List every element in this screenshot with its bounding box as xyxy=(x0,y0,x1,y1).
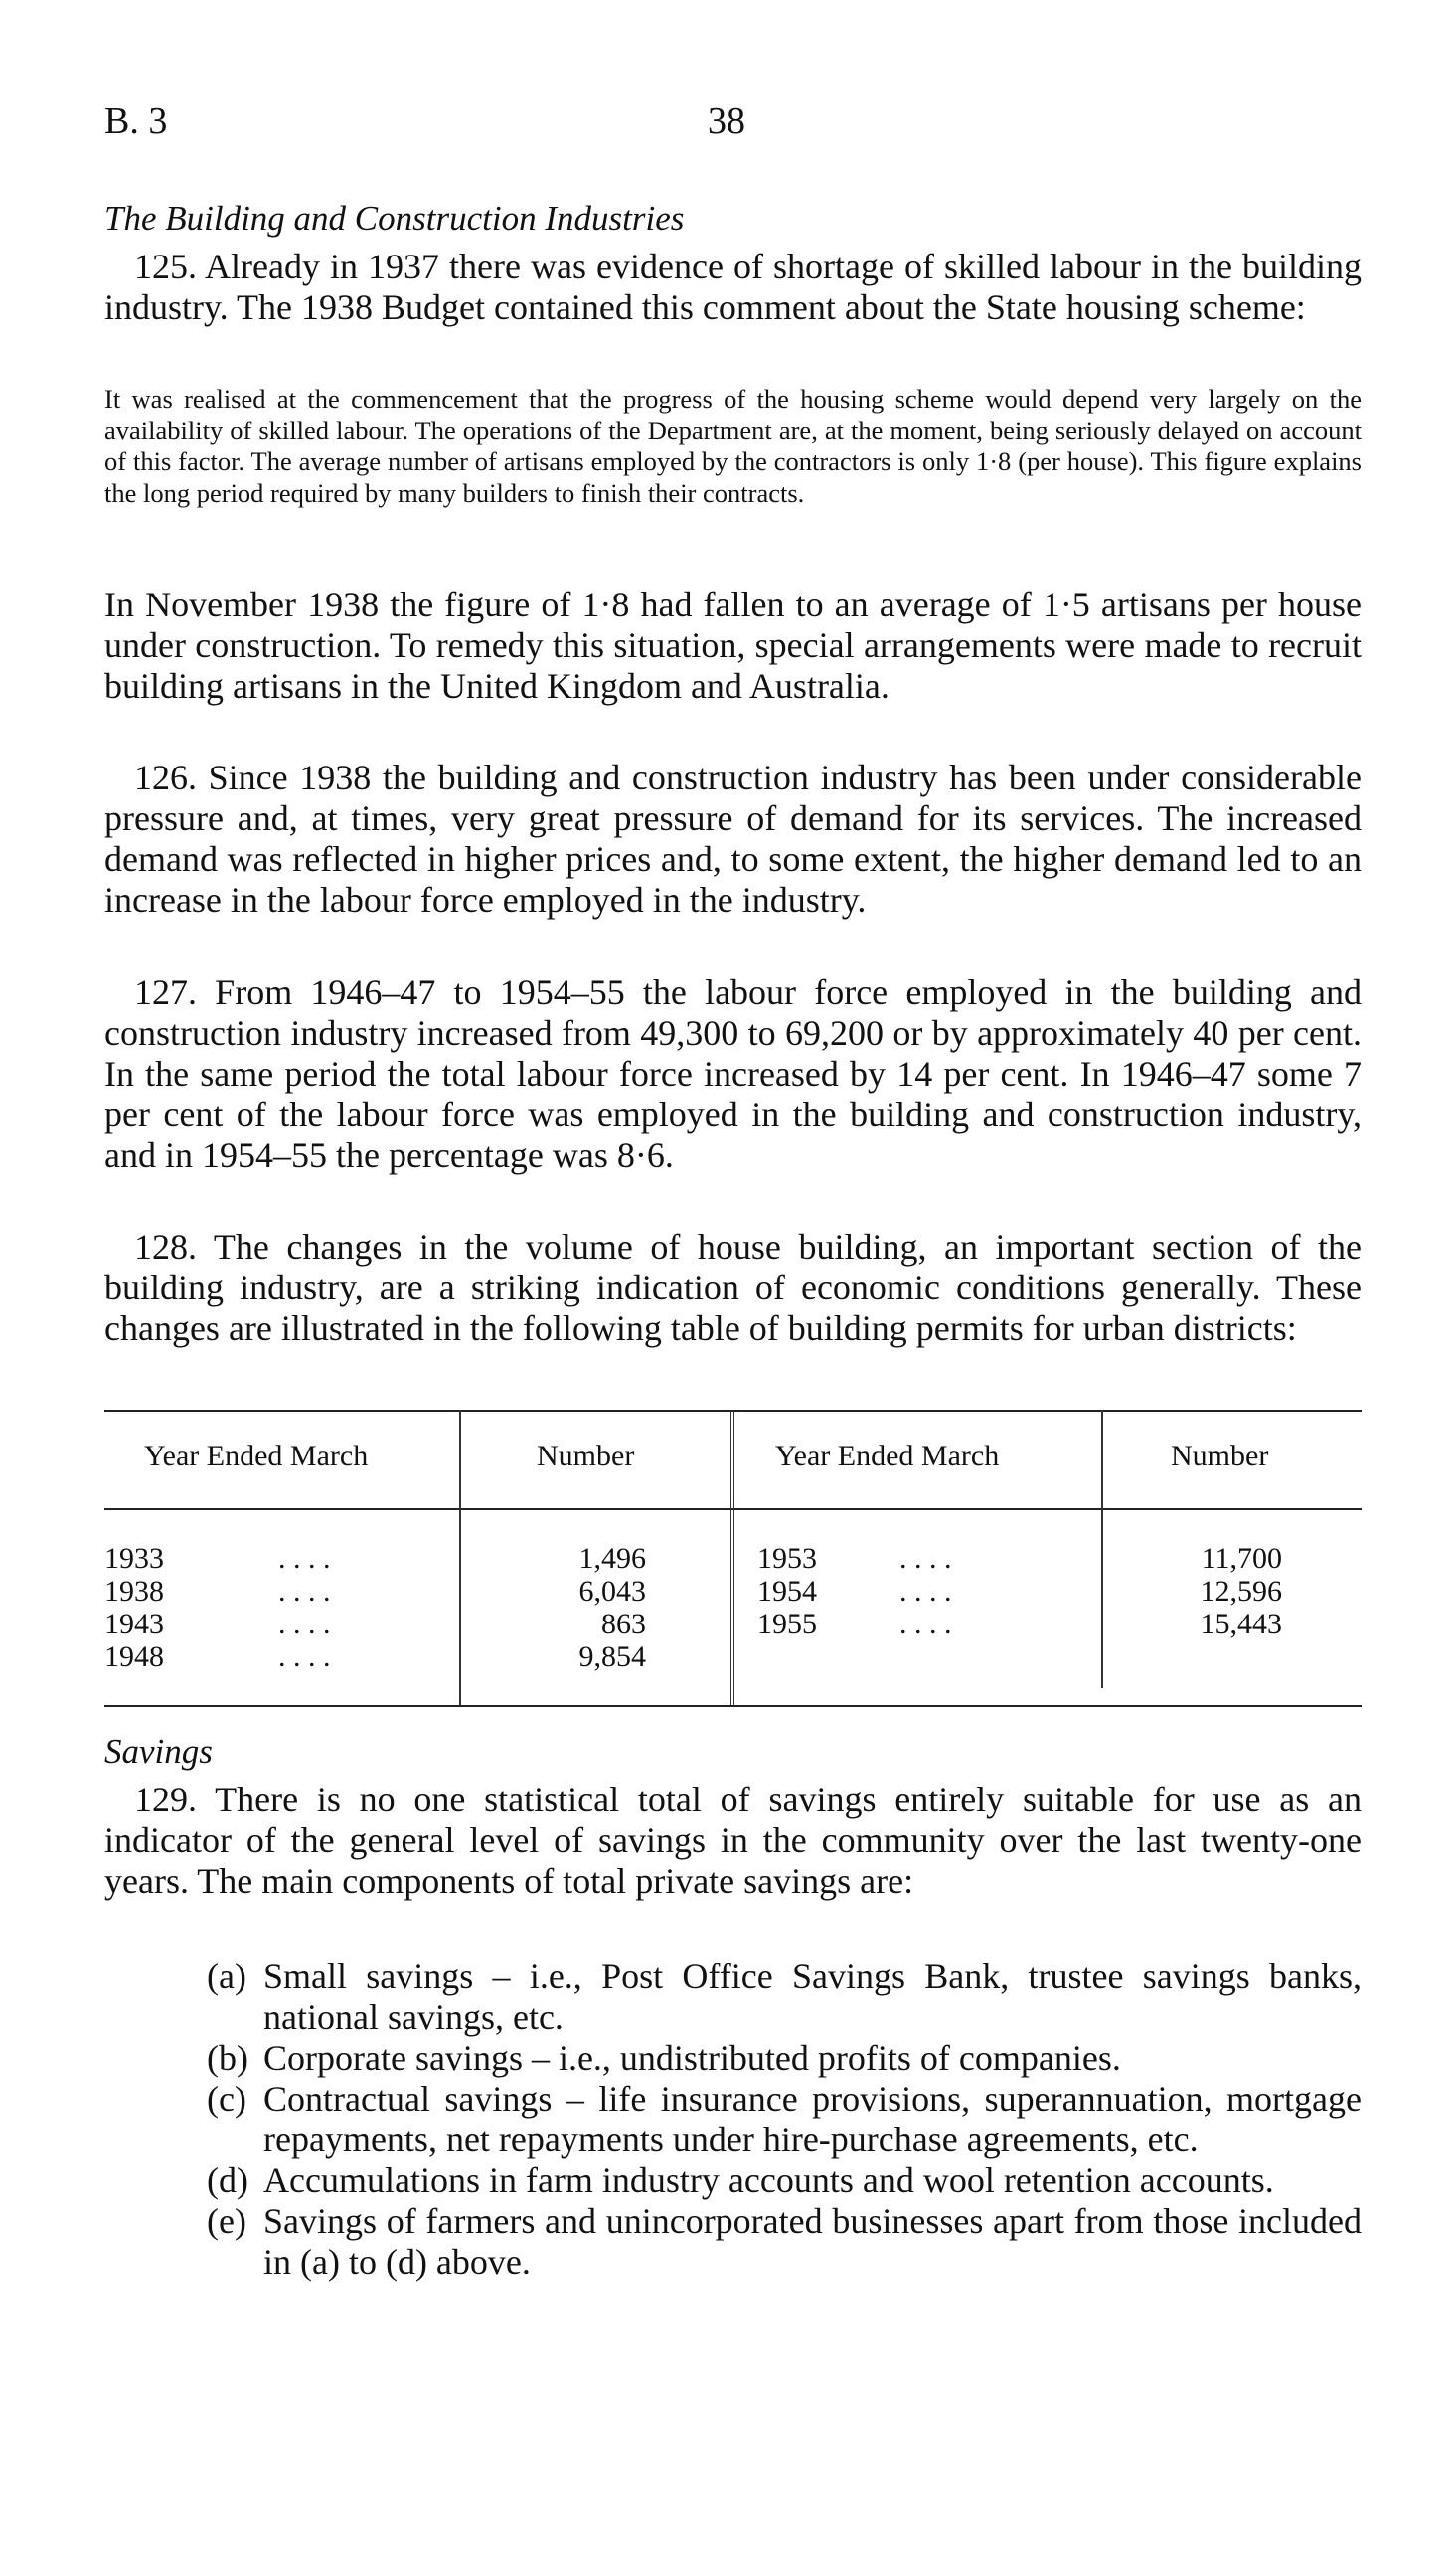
number-cell: 11,700 xyxy=(1201,1542,1282,1575)
year-cell: 1943 xyxy=(104,1608,164,1640)
list-item-label: (c) xyxy=(207,2079,246,2119)
leader-dots: . . . . xyxy=(278,1575,331,1608)
section-heading-building: The Building and Construction Industries xyxy=(104,199,685,238)
document-code: B. 3 xyxy=(104,100,168,142)
paragraph-127: 127. From 1946–47 to 1954–55 the labour force employed in the building and construction industry increased from 49,300 to 69,200 or by approximately 40 per cent. In the same period the total labour force increased by 14 per cent. In 1946–47 some 7 per cent of the labour force was employed in the building and construction industry, and in 1954–55 the percentage was 8·6. xyxy=(104,972,1362,1175)
leader-dots: . . . . xyxy=(899,1542,952,1575)
year-cell: 1938 xyxy=(104,1575,164,1608)
list-item-text: Savings of farmers and unincorporated businesses apart from those included in (a) to (d) above. xyxy=(263,2201,1362,2282)
number-cell: 12,596 xyxy=(1200,1575,1282,1608)
budget-quote: It was realised at the commencement that the progress of the housing scheme would depend very largely on the availability of skilled labour. The operations of the Department are, at the moment, being seriously delayed on account of this factor. The average number of artisans employed by the contractors is only 1·8 (per house). This figure explains the long period required by many builders to finish their contracts. xyxy=(104,384,1362,508)
leader-dots: . . . . xyxy=(899,1575,952,1608)
number-cell: 1,496 xyxy=(578,1542,646,1575)
header-year-ended-march: Year Ended March xyxy=(775,1440,1000,1472)
list-item xyxy=(104,2201,1362,2283)
list-item xyxy=(104,2160,1362,2201)
number-cell: 9,854 xyxy=(578,1640,646,1673)
leader-dots: . . . . xyxy=(278,1640,331,1673)
list-item-label: (a) xyxy=(207,1957,246,1996)
list-item-text: Small savings – i.e., Post Office Savings Bank, trustee savings banks, national savings, etc. xyxy=(263,1957,1362,2037)
list-item-text: Accumulations in farm industry accounts and wool retention accounts. xyxy=(263,2160,1274,2200)
column-divider-double xyxy=(730,1410,734,1705)
leader-dots: . . . . xyxy=(899,1608,952,1640)
paragraph-128: 128. The changes in the volume of house building, an important section of the building industry, are a striking indication of economic conditions generally. These changes are illustrated in the following table of building permits for urban districts: xyxy=(104,1227,1362,1348)
leader-dots: . . . . xyxy=(278,1542,331,1575)
list-item-label: (d) xyxy=(207,2160,248,2200)
section-heading-savings: Savings xyxy=(104,1732,213,1771)
table-bottom-rule xyxy=(104,1705,1362,1707)
list-item xyxy=(104,2079,1362,2160)
year-cell: 1955 xyxy=(757,1608,817,1640)
year-cell: 1948 xyxy=(104,1640,164,1673)
column-divider xyxy=(459,1410,461,1705)
page-number: 38 xyxy=(708,100,745,142)
header-number: Number xyxy=(537,1440,635,1472)
list-item-label: (b) xyxy=(207,2038,248,2078)
paragraph-126: 126. Since 1938 the building and construction industry has been under considerable pressure and, at times, very great pressure of demand for its services. The increased demand was reflected in higher prices and, to some extent, the higher demand led to an increase in the labour force employed in the industry. xyxy=(104,758,1362,920)
list-item-text: Corporate savings – i.e., undistributed profits of companies. xyxy=(263,2038,1121,2078)
year-cell: 1954 xyxy=(757,1575,817,1608)
number-cell: 15,443 xyxy=(1200,1608,1282,1640)
header-year-ended-march: Year Ended March xyxy=(144,1440,369,1472)
paragraph-125 xyxy=(104,247,1362,328)
list-item-label: (e) xyxy=(207,2201,246,2241)
number-cell: 6,043 xyxy=(578,1575,646,1608)
year-cell: 1933 xyxy=(104,1542,164,1575)
paragraph-129: 129. There is no one statistical total of savings entirely suitable for use as an indicator of the general level of savings in the community over the last twenty-one years. The main components of total private savings are: xyxy=(104,1780,1362,1901)
leader-dots: . . . . xyxy=(278,1608,331,1640)
header-number: Number xyxy=(1171,1440,1269,1472)
column-divider xyxy=(1101,1410,1103,1688)
paragraph-125-continued: In November 1938 the figure of 1·8 had fallen to an average of 1·5 artisans per house under construction. To remedy this situation, special arrangements were made to recruit building artisans in the United Kingdom and Australia. xyxy=(104,585,1362,706)
paragraph-125-text: 125. Already in 1937 there was evidence of shortage of skilled labour in the building industry. The 1938 Budget contained this comment about the State housing scheme: xyxy=(104,247,1362,327)
savings-components-list xyxy=(104,1957,1362,2283)
list-item xyxy=(104,1957,1362,2038)
year-cell: 1953 xyxy=(757,1542,817,1575)
list-item-text: Contractual savings – life insurance provisions, superannuation, mortgage repayments, net repayments under hire-purchase agreements, etc. xyxy=(263,2079,1362,2159)
number-cell: 863 xyxy=(601,1608,646,1640)
list-item xyxy=(104,2038,1362,2079)
